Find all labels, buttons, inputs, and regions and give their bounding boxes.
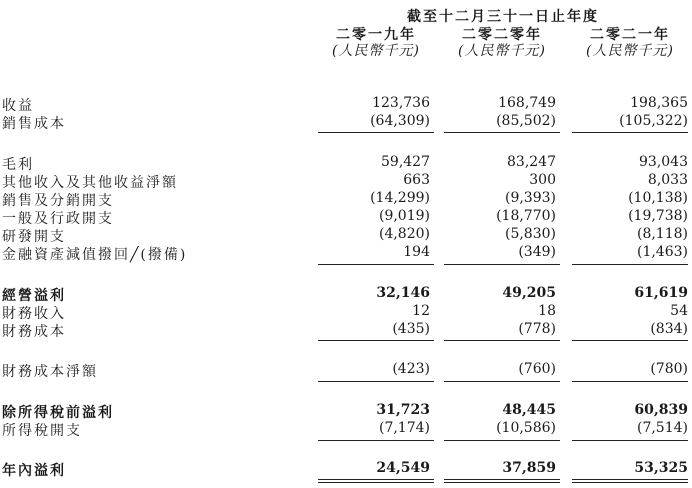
value-2021: 93,043 bbox=[639, 154, 688, 170]
row-label: 收益 bbox=[2, 98, 34, 114]
total-double-rule bbox=[572, 482, 688, 483]
table-row-rnd-expenses bbox=[0, 226, 692, 244]
table-row-other-income bbox=[0, 172, 692, 190]
row-label: 所得稅開支 bbox=[2, 423, 82, 439]
subtotal-rule bbox=[318, 381, 434, 382]
subtotal-rule bbox=[444, 440, 560, 441]
table-row-finance-costs bbox=[0, 321, 692, 339]
row-label: 一般及行政開支 bbox=[2, 211, 114, 227]
value-2021: (8,118) bbox=[636, 226, 688, 242]
unit-label-2019: (人民幣千元) bbox=[332, 43, 420, 59]
total-double-rule bbox=[444, 479, 560, 480]
value-2020: (760) bbox=[518, 361, 556, 377]
value-2020: 49,205 bbox=[502, 285, 556, 301]
value-2021: 54 bbox=[670, 303, 688, 319]
subtotal-rule bbox=[572, 440, 688, 441]
table-row-income-tax bbox=[0, 420, 692, 438]
table-row-profit-before-tax bbox=[0, 402, 692, 420]
value-2021: 8,033 bbox=[647, 172, 688, 188]
row-label: 財務成本 bbox=[2, 324, 66, 340]
row-label: 銷售成本 bbox=[2, 116, 66, 132]
value-2020: (349) bbox=[518, 244, 556, 260]
value-2021: 60,839 bbox=[634, 402, 688, 418]
value-2021: 61,619 bbox=[634, 285, 688, 301]
table-row-selling-expenses bbox=[0, 190, 692, 208]
row-label: 銷售及分銷開支 bbox=[2, 193, 114, 209]
total-double-rule bbox=[572, 479, 688, 480]
row-label: 經營溢利 bbox=[2, 288, 66, 304]
value-2020: (9,393) bbox=[504, 190, 556, 206]
table-row-revenue bbox=[0, 95, 692, 113]
row-label: 其他收入及其他收益淨額 bbox=[2, 175, 178, 191]
year-2020-heading: 二零二零年 bbox=[462, 27, 542, 43]
value-2020: (778) bbox=[518, 321, 556, 337]
value-2021: (19,738) bbox=[628, 208, 688, 224]
value-2019: 194 bbox=[403, 244, 430, 260]
value-2020: (10,586) bbox=[496, 420, 556, 436]
value-2021: (834) bbox=[650, 321, 688, 337]
value-2019: 12 bbox=[412, 303, 430, 319]
value-2019: (64,309) bbox=[370, 113, 430, 129]
value-2019: (423) bbox=[392, 361, 430, 377]
value-2019: (14,299) bbox=[370, 190, 430, 206]
value-2020: 37,859 bbox=[502, 460, 556, 476]
value-2020: (5,830) bbox=[504, 226, 556, 242]
value-2020: (85,502) bbox=[496, 113, 556, 129]
value-2020: (18,770) bbox=[496, 208, 556, 224]
subtotal-rule bbox=[444, 381, 560, 382]
subtotal-rule bbox=[318, 264, 434, 265]
value-2020: 83,247 bbox=[507, 154, 556, 170]
value-2020: 168,749 bbox=[498, 95, 556, 111]
table-row-admin-expenses bbox=[0, 208, 692, 226]
subtotal-rule bbox=[572, 132, 688, 133]
table-row-operating-profit bbox=[0, 285, 692, 303]
value-2019: (4,820) bbox=[378, 226, 430, 242]
value-2019: 59,427 bbox=[381, 154, 430, 170]
value-2019: 32,146 bbox=[376, 285, 430, 301]
subtotal-rule bbox=[572, 264, 688, 265]
table-row-impairment bbox=[0, 244, 692, 262]
value-2021: (7,514) bbox=[636, 420, 688, 436]
value-2020: 300 bbox=[529, 172, 556, 188]
unit-label-2021: (人民幣千元) bbox=[586, 43, 674, 59]
value-2021: (1,463) bbox=[636, 244, 688, 260]
value-2021: 198,365 bbox=[630, 95, 688, 111]
value-2019: (9,019) bbox=[378, 208, 430, 224]
year-2021-heading: 二零二一年 bbox=[590, 27, 670, 43]
table-row-net-finance-costs bbox=[0, 361, 692, 379]
value-2019: (7,174) bbox=[378, 420, 430, 436]
value-2019: 24,549 bbox=[376, 460, 430, 476]
table-row-gross-profit bbox=[0, 154, 692, 172]
total-double-rule bbox=[318, 482, 434, 483]
subtotal-rule bbox=[572, 381, 688, 382]
subtotal-rule bbox=[318, 440, 434, 441]
value-2019: 31,723 bbox=[376, 402, 430, 418]
value-2019: 663 bbox=[403, 172, 430, 188]
year-2019-heading: 二零一九年 bbox=[336, 27, 416, 43]
value-2020: 18 bbox=[538, 303, 556, 319]
total-double-rule bbox=[444, 482, 560, 483]
value-2019: (435) bbox=[392, 321, 430, 337]
row-label: 年內溢利 bbox=[2, 463, 66, 479]
row-label: 財務收入 bbox=[2, 306, 66, 322]
row-label: 研發開支 bbox=[2, 229, 66, 245]
subtotal-rule bbox=[318, 340, 434, 341]
row-label: 除所得稅前溢利 bbox=[2, 405, 114, 421]
table-row-cost-of-sales bbox=[0, 113, 692, 131]
value-2021: 53,325 bbox=[634, 460, 688, 476]
table-row-profit-for-year bbox=[0, 460, 692, 478]
row-label: 財務成本淨額 bbox=[2, 364, 98, 380]
subtotal-rule bbox=[444, 264, 560, 265]
table-row-finance-income bbox=[0, 303, 692, 321]
row-label: 金融資產減值撥回╱(撥備) bbox=[2, 247, 188, 263]
value-2019: 123,736 bbox=[372, 95, 430, 111]
value-2021: (10,138) bbox=[628, 190, 688, 206]
value-2020: 48,445 bbox=[502, 402, 556, 418]
subtotal-rule bbox=[444, 132, 560, 133]
subtotal-rule bbox=[572, 340, 688, 341]
unit-label-2020: (人民幣千元) bbox=[458, 43, 546, 59]
value-2021: (105,322) bbox=[619, 113, 688, 129]
value-2021: (780) bbox=[650, 361, 688, 377]
subtotal-rule bbox=[444, 340, 560, 341]
subtotal-rule bbox=[318, 132, 434, 133]
period-heading: 截至十二月三十一日止年度 bbox=[407, 9, 599, 25]
row-label: 毛利 bbox=[2, 157, 34, 173]
total-double-rule bbox=[318, 479, 434, 480]
